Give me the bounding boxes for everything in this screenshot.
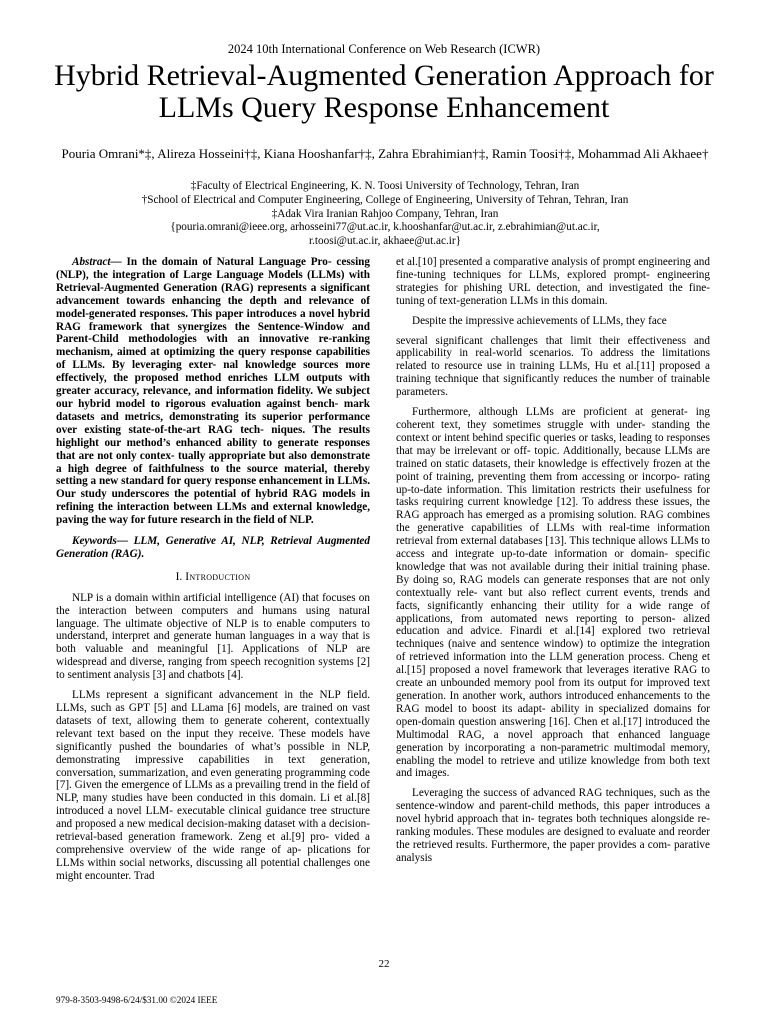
affiliation-line: ‡Adak Vira Iranian Rahjoo Company, Tehran, Iran [271,207,499,220]
affiliation-line: †School of Electrical and Computer Engineering, College of Engineering, University of Tehran, Tehran, Iran [141,193,629,206]
email-line: r.toosi@ut.ac.ir, akhaee@ut.ac.ir} [309,235,461,248]
affiliations [60,180,710,249]
author-list: Pouria Omrani*‡, Alireza Hosseini†‡, Kiana Hooshanfar†‡, Zahra Ebrahimian†‡, Ramin Toosi†‡, Mohammad Ali Akhaee† [61,146,709,161]
keywords: Keywords— LLM, Generative AI, NLP, Retrieval Augmented Generation (RAG). [56,535,370,560]
affiliation-line: ‡Faculty of Electrical Engineering, K. N. Toosi University of Technology, Tehran, Iran [190,180,580,192]
abstract [56,256,370,527]
paper-title: Hybrid Retrieval-Augmented Generation Approach for LLMs Query Response Enhancement [54,59,714,124]
body-paragraph: NLP is a domain within artificial intelligence (AI) that focuses on the interaction between computers and humans using natural language. The ultimate objective of NLP is to enable computers to understand, interpret and generate human languages in a way that is both valuable and meaningful [1]. Applications of NLP are widespread and diverse, ranging from speech recognition systems [2] to sentiment analysis [3] and chatbots [4]. [56,591,370,682]
abstract-lead: Abstract— [72,256,122,268]
copyright-footer: 979-8-3503-9498-6/24/$31.00 ©2024 IEEE [56,995,218,1005]
body-paragraph: several significant challenges that limit their effectiveness and applicability in real-world scenarios. To address the limitations related to resource use in training LLMs, Hu et al.[11] proposed a training technique that significantly reduces the number of trainable parameters. [396,334,710,399]
left-column [56,256,370,883]
body-paragraph: Despite the impressive achievements of LLMs, they face [412,314,667,327]
body-paragraph: LLMs represent a significant advancement in the NLP field. LLMs, such as GPT [5] and LLama [6] models, are trained on vast datasets of text, allowing them to generate coherent, contextually relevant text based on the input they receive. These models have significantly pushed the boundaries of what’s possible in NLP, demonstrating impressive capabilities in text generation, conversation, summarization, and even generating programming code [7]. Given the emergence of LLMs as a prevailing trend in the field of NLP, many studies have been conducted in this domain. Li et al.[8] introduced a novel LLM- executable clinical guidance tree structure and proposed a new medical decision-making dataset with a decision- retrieval-based generation framework. Zeng et al.[9] pro- vided a comprehensive overview of the wide range of ap- plications for LLMs within social networks, discussing all potential challenges one might encounter. Trad [56,689,370,882]
body-paragraph: Furthermore, although LLMs are proficient at generat- ing coherent text, they sometimes struggle with under- standing the context or intent behind specific queries or tasks, leading to responses that may be irrelevant or off- topic. Additionally, because LLMs are trained on static datasets, their knowledge is effectively frozen at the point of training, preventing them from accessing or incorpo- rating up-to-date information. This limitation restricts their usefulness for tasks requiring current knowledge [12]. To address these issues, the RAG approach has emerged as a promising solution. RAG combines the generative capabilities of LLMs with real-time information retrieval from external databases [13]. This technique allows LLMs to access and integrate up-to-date information or domain- specific knowledge that was not available during their initial training phase. By doing so, RAG models can generate responses that are not only contextually rele- vant but also reflect current events, trends and facts, significantly enhancing their utility for a wide range of applications, from automated news reporting to person- alized education and advice. Finardi et al.[14] explored two retrieval techniques (naive and sentence window) to optimize the integration of retrieved information into the LLM generation process. Cheng et al.[15] proposed a novel framework that leverages iterative RAG to create an unbounded memory pool from its output for improved text generation. In another work, authors introduced enhancements to the RAG model to boost its adapt- ability in specialized domains for open-domain question answering [16]. Chen et al.[17] introduced the Multimodal RAG, a novel approach that enhanced language generation by incorporating a non-parametric multimodal memory, enabling the model to retrieve and utilize knowledge from both text and images. [396,406,710,780]
abstract-text: In the domain of Natural Language Pro- cessing (NLP), the integration of Large Language Models (LLMs) with Retrieval-Augmented Generation (RAG) represents a significant advancement towards enhancing the depth and relevance of model-generated responses. This paper introduces a novel hybrid RAG framework that synergizes the Sentence-Window and Parent-Child methodologies with an innovative re-ranking mechanism, aimed at optimizing the query response capabilities of LLMs. By leveraging exter- nal knowledge sources more effectively, the proposed method enriches LLM outputs with greater accuracy, relevance, and information fidelity. We subject our hybrid model to rigorous evaluation against bench- mark datasets and metrics, demonstrating its superior performance over existing state-of-the-art RAG tech- niques. The results highlight our method’s enhanced ability to generate responses that are not only contex- tually appropriate but also demonstrate a high degree of faithfulness to the source material, thereby setting a new standard for query response enhancement in LLMs. Our study underscores the potential of hybrid RAG models in refining the interaction between LLMs and external knowledge, paving the way for future research in the field of NLP. [56,256,370,527]
email-line: {pouria.omrani@ieee.org, arhosseini77@ut.ac.ir, k.hooshanfar@ut.ac.ir, z.ebrahimian@ut.ac.ir, [170,221,600,234]
page-number: 22 [378,958,390,970]
right-column [396,256,710,865]
section-heading [56,571,370,584]
body-paragraph: et al.[10] presented a comparative analysis of prompt engineering and fine-tuning techniques for LLMs, explored prompt- engineering strategies for phishing URL detection, and investigated the fine-tuning of text-generation LLMs in this domain. [396,256,710,307]
section-title: Introduction [185,570,251,583]
section-number: I. [175,570,183,583]
body-paragraph: Leveraging the success of advanced RAG techniques, such as the sentence-window and parent-child methods, this paper introduces a novel hybrid approach that in- tegrates both techniques alongside re-ranking modules. These modules are designed to evaluate and reorder the retrieved results. Furthermore, the paper provides a com- parative analysis [396,787,710,864]
conference-header: 2024 10th International Conference on Web Research (ICWR) [227,42,541,56]
